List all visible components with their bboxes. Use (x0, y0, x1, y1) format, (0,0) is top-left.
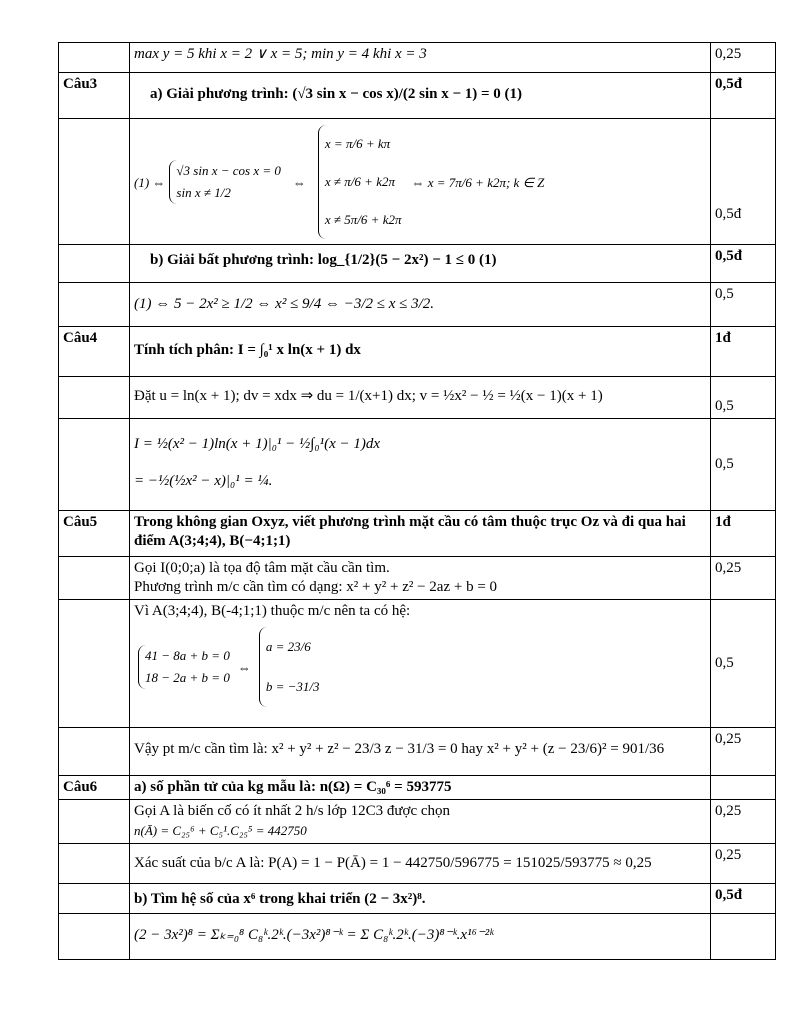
score-cell: 0,5 (711, 377, 776, 419)
table-row (59, 600, 776, 728)
table-row (59, 511, 776, 557)
content-cell (130, 600, 711, 728)
system-line: √3 sin x − cos x = 0 (176, 163, 281, 178)
content-line: Gọi I(0;0;a) là tọa độ tâm mặt cầu cần tìm. (134, 560, 390, 576)
content-cell: Vậy pt m/c cần tìm là: x² + y² + z² − 23/3 z − 31/3 = 0 hay x² + y² + (z − 23/6)² = 901/36 (130, 728, 711, 776)
content-cell (130, 419, 711, 511)
table-row (59, 419, 776, 511)
question-cell (59, 800, 130, 844)
question-cell (59, 884, 130, 914)
score-cell (711, 776, 776, 800)
score-cell: 0,5đ (711, 884, 776, 914)
table-row (59, 283, 776, 327)
question-cell (59, 377, 130, 419)
score-cell: 0,25 (711, 728, 776, 776)
score-cell (711, 914, 776, 960)
question-cell: Câu3 (59, 73, 130, 119)
content-cell (130, 557, 711, 600)
table-row (59, 884, 776, 914)
content-cell: b) Tìm hệ số của x⁶ trong khai triển (2 − 3x²)⁸. (130, 884, 711, 914)
content-cell: Tính tích phân: I = ∫₀¹ x ln(x + 1) dx (130, 327, 711, 377)
system-line: x ≠ 5π/6 + k2π (324, 212, 402, 227)
question-cell (59, 844, 130, 884)
question-cell (59, 119, 130, 245)
question-cell (59, 283, 130, 327)
table-row (59, 119, 776, 245)
equiv-sign: ⇔ (292, 174, 306, 190)
table-row (59, 377, 776, 419)
content-cell: (1) ⇔ 5 − 2x² ≥ 1/2 ⇔ x² ≤ 9/4 ⇔ −3/2 ≤ x ≤ 3/2. (130, 283, 711, 327)
table-row (59, 245, 776, 283)
score-cell: 0,25 (711, 43, 776, 73)
content-cell: b) Giải bất phương trình: log_{1/2}(5 − 2x²) − 1 ≤ 0 (1) (130, 245, 711, 283)
score-cell: 0,25 (711, 800, 776, 844)
integral-line-1: I = ½(x² − 1)ln(x + 1)|₀¹ − ½∫₀¹(x − 1)dx (134, 436, 381, 452)
content-cell (130, 119, 711, 245)
content-cell: (2 − 3x²)⁸ = Σₖ₌₀⁸ C₈ᵏ.2ᵏ.(−3x²)⁸⁻ᵏ = Σ C₈ᵏ.2ᵏ.(−3)⁸⁻ᵏ.x¹⁶⁻²ᵏ (130, 914, 711, 960)
content-line: Phương trình m/c cần tìm có dạng: x² + y² + z² − 2az + b = 0 (134, 579, 498, 595)
system-right (259, 627, 320, 707)
question-cell (59, 557, 130, 600)
system-line: b = −31/3 (265, 679, 320, 694)
score-cell: 1đ (711, 327, 776, 377)
question-cell (59, 914, 130, 960)
answer-table (58, 42, 776, 960)
table-row (59, 557, 776, 600)
solution-text: ⇔ x = 7π/6 + k2π; k ∈ Z (411, 174, 545, 190)
system-line: 18 − 2a + b = 0 (145, 670, 230, 685)
system-left (169, 160, 280, 204)
system-line: 41 − 8a + b = 0 (145, 648, 230, 663)
table-row (59, 43, 776, 73)
question-cell (59, 43, 130, 73)
system-left (138, 645, 230, 689)
question-cell (59, 419, 130, 511)
system-line: x = π/6 + kπ (324, 136, 391, 151)
content-cell: Trong không gian Oxyz, viết phương trình mặt cầu có tâm thuộc trục Oz và đi qua hai điểm A(3;4;4), B(−4;1;1) (130, 511, 711, 557)
score-cell: 0,5đ (711, 119, 776, 245)
content-cell: Xác suất của b/c A là: P(A) = 1 − P(Ā) = 1 − 442750/596775 = 151025/593775 ≈ 0,25 (130, 844, 711, 884)
content-cell: max y = 5 khi x = 2 ∨ x = 5; min y = 4 khi x = 3 (130, 43, 711, 73)
score-cell: 0,5 (711, 600, 776, 728)
table-row (59, 73, 776, 119)
system-line: sin x ≠ 1/2 (176, 185, 231, 200)
system-line: x ≠ π/6 + k2π (324, 174, 395, 189)
table-row (59, 728, 776, 776)
content-line: n(Ā) = C₂₅⁶ + C₅¹.C₂₅⁵ = 442750 (134, 823, 307, 838)
table-row (59, 844, 776, 884)
content-line: Vì A(3;4;4), B(-4;1;1) thuộc m/c nên ta có hệ: (134, 603, 411, 619)
question-cell (59, 600, 130, 728)
table-row (59, 800, 776, 844)
integral-line-2: = −½(½x² − x)|₀¹ = ¼. (134, 473, 273, 489)
question-cell: Câu5 (59, 511, 130, 557)
table-row (59, 327, 776, 377)
score-cell: 0,25 (711, 844, 776, 884)
system-right (318, 125, 402, 239)
system-line: a = 23/6 (265, 639, 311, 654)
score-cell: 1đ (711, 511, 776, 557)
content-cell: Đặt u = ln(x + 1); dv = xdx ⇒ du = 1/(x+1) dx; v = ½x² − ½ = ½(x − 1)(x + 1) (130, 377, 711, 419)
equiv-sign: ⇔ (237, 659, 251, 675)
score-cell: 0,5đ (711, 73, 776, 119)
question-cell (59, 245, 130, 283)
question-cell (59, 728, 130, 776)
equiv-label: (1) ⇔ (134, 174, 166, 190)
score-cell: 0,5đ (711, 245, 776, 283)
score-cell: 0,5 (711, 419, 776, 511)
table-row (59, 914, 776, 960)
content-cell (130, 800, 711, 844)
question-cell: Câu4 (59, 327, 130, 377)
table-row (59, 776, 776, 800)
score-cell: 0,25 (711, 557, 776, 600)
content-line: Gọi A là biến cố có ít nhất 2 h/s lớp 12C3 được chọn (134, 803, 451, 819)
content-cell: a) số phần tử của kg mẫu là: n(Ω) = C₃₀⁶ = 593775 (130, 776, 711, 800)
score-cell: 0,5 (711, 283, 776, 327)
content-cell: a) Giải phương trình: (√3 sin x − cos x)/(2 sin x − 1) = 0 (1) (130, 73, 711, 119)
question-cell: Câu6 (59, 776, 130, 800)
